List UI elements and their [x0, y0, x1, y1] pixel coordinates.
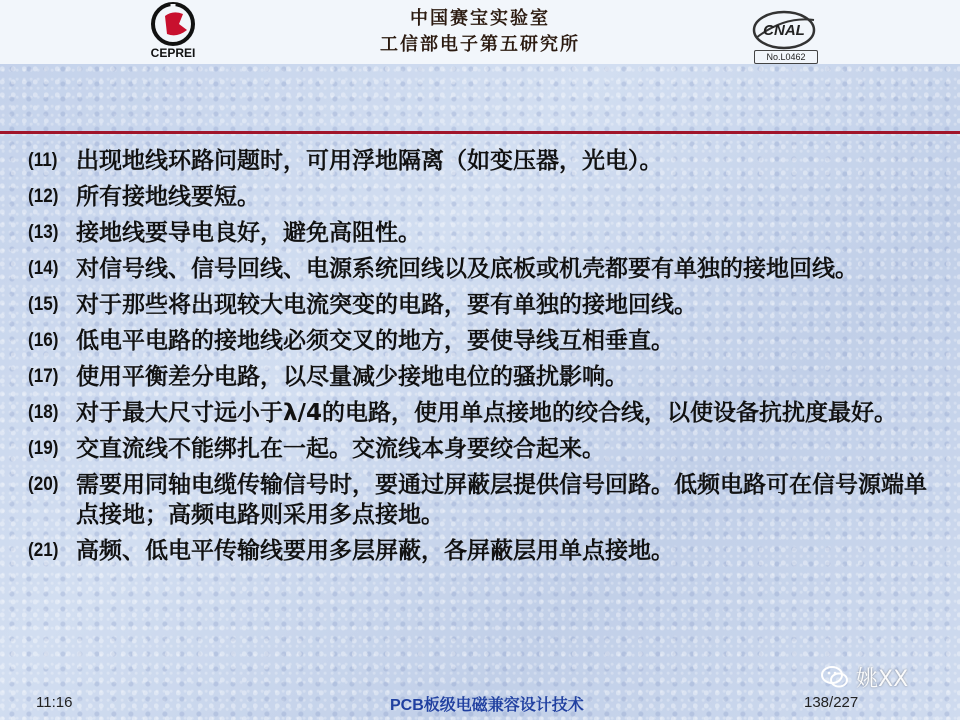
cnal-emblem-icon	[748, 8, 820, 50]
footer-title: PCB板级电磁兼容设计技术	[390, 697, 584, 714]
list-item	[28, 146, 938, 176]
list-item	[28, 536, 938, 566]
ceprei-logo	[143, 2, 203, 62]
item-number: (15)	[28, 294, 59, 315]
list-item	[28, 218, 938, 248]
item-number: (16)	[28, 330, 59, 351]
item-number: (11)	[28, 150, 58, 171]
header-title-line1: 中国赛宝实验室	[410, 8, 550, 29]
header-title-line2: 工信部电子第五研究所	[380, 34, 580, 55]
list-item	[28, 470, 938, 530]
item-text: 出现地线环路问题时，可用浮地隔离（如变压器，光电）。	[76, 148, 663, 174]
item-text: 使用平衡差分电路，以尽量减少接地电位的骚扰影响。	[76, 364, 628, 390]
list-item	[28, 398, 938, 428]
watermark-text: 姚XX	[856, 666, 909, 692]
watermark	[820, 660, 940, 694]
list-item	[28, 362, 938, 392]
item-number: (13)	[28, 222, 59, 243]
item-number: (18)	[28, 402, 59, 423]
cnal-logo	[748, 8, 820, 62]
item-number: (20)	[28, 474, 59, 495]
footer-page-number: 138/227	[804, 694, 859, 711]
ceprei-logo-text: CEPREI	[150, 46, 196, 60]
cnal-logo-text: CNAL	[763, 22, 805, 39]
item-number: (21)	[28, 540, 59, 561]
list-item	[28, 182, 938, 212]
item-text: 所有接地线要短。	[76, 184, 260, 210]
list-item	[28, 326, 938, 356]
list-item	[28, 254, 938, 284]
wechat-icon	[820, 664, 850, 690]
item-number: (12)	[28, 186, 59, 207]
item-text: 对信号线、信号回线、电源系统回线以及底板或机壳都要有单独的接地回线。	[76, 256, 858, 282]
item-number: (17)	[28, 366, 59, 387]
ceprei-emblem-icon	[143, 2, 203, 48]
guideline-list	[28, 146, 938, 572]
item-text: 接地线要导电良好，避免高阻性。	[76, 220, 421, 246]
list-item	[28, 290, 938, 320]
list-item	[28, 434, 938, 464]
cnal-badge: No.L0462	[754, 50, 818, 64]
header-bar	[0, 0, 960, 64]
accent-rule	[0, 131, 960, 134]
item-text: 对于那些将出现较大电流突变的电路，要有单独的接地回线。	[76, 292, 697, 318]
item-text: 交直流线不能绑扎在一起。交流线本身要绞合起来。	[76, 436, 605, 462]
item-text: 对于最大尺寸远小于λ/4的电路，使用单点接地的绞合线，以使设备抗扰度最好。	[76, 400, 897, 426]
item-number: (19)	[28, 438, 59, 459]
header-titles	[300, 6, 660, 58]
footer-time: 11:16	[36, 694, 73, 711]
item-text: 低电平电路的接地线必须交叉的地方，要使导线互相垂直。	[76, 328, 674, 354]
item-text: 需要用同轴电缆传输信号时，要通过屏蔽层提供信号回路。低频电路可在信号源端单点接地；高频电路则采用多点接地。	[76, 472, 927, 528]
item-number: (14)	[28, 258, 59, 279]
item-text: 高频、低电平传输线要用多层屏蔽，各屏蔽层用单点接地。	[76, 538, 674, 564]
